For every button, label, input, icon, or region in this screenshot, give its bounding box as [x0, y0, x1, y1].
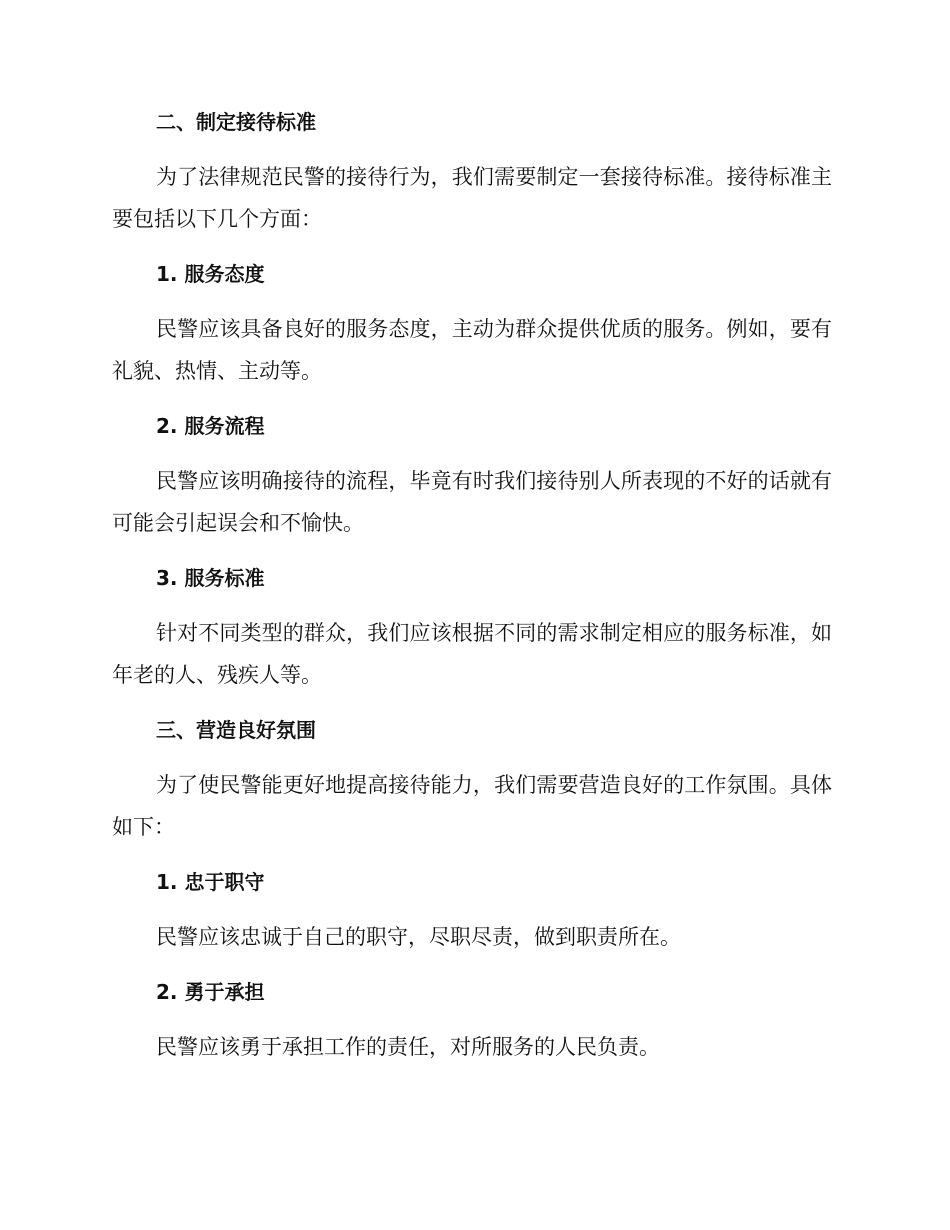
subheading-loyalty: 1. 忠于职守 [156, 870, 265, 894]
paragraph-loyalty: 民警应该忠诚于自己的职守，尽职尽责，做到职责所在。 [156, 925, 681, 949]
paragraph-atmosphere-intro: 为了使民警能更好地提高接待能力，我们需要营造良好的工作氛围。具体如下： [112, 773, 832, 839]
paragraph-service-attitude: 民警应该具备良好的服务态度，主动为群众提供优质的服务。例如，要有礼貌、热情、主动等。 [112, 317, 832, 383]
paragraph-responsibility: 民警应该勇于承担工作的责任，对所服务的人民负责。 [156, 1035, 660, 1059]
paragraph-service-process: 民警应该明确接待的流程，毕竟有时我们接待别人所表现的不好的话就有可能会引起误会和不愉快。 [112, 469, 832, 535]
subheading-service-process: 2. 服务流程 [156, 414, 265, 438]
paragraph-standards-intro: 为了法律规范民警的接待行为，我们需要制定一套接待标准。接待标准主要包括以下几个方面： [112, 165, 832, 231]
section-heading-2: 二、制定接待标准 [156, 110, 316, 134]
subheading-service-attitude: 1. 服务态度 [156, 262, 265, 286]
paragraph-service-standard: 针对不同类型的群众，我们应该根据不同的需求制定相应的服务标准，如年老的人、残疾人等。 [112, 621, 832, 687]
document-page [112, 108, 832, 1068]
section-heading-3: 三、营造良好氛围 [156, 718, 316, 742]
subheading-service-standard: 3. 服务标准 [156, 566, 265, 590]
subheading-responsibility: 2. 勇于承担 [156, 980, 265, 1004]
